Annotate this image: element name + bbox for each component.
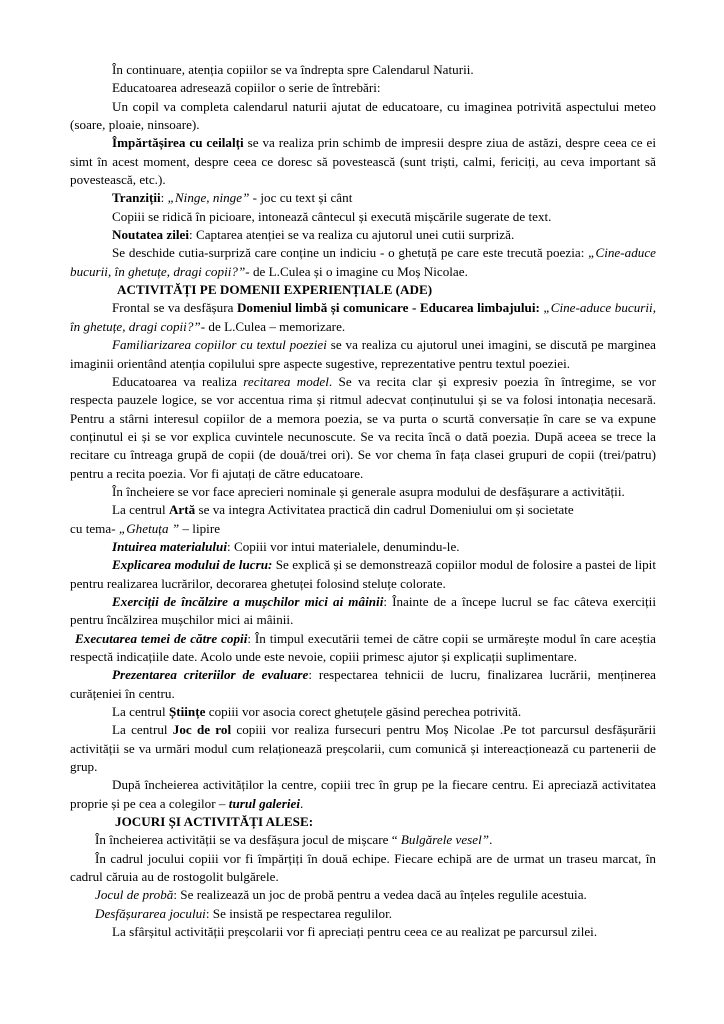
paragraph-text: Copiii se ridică în picioare, intonează cântecul și execută mișcările sugerate de text.	[112, 208, 552, 224]
paragraph-familiarizarea	[70, 336, 656, 373]
lead-bold-italic: Explicarea modului de lucru:	[112, 557, 273, 573]
paragraph-calendar	[70, 61, 656, 79]
paragraph-doua-echipe	[70, 850, 656, 887]
heading-text: ACTIVITĂȚI PE DOMENII EXPERIENȚIALE (ADE)	[117, 282, 433, 298]
paragraph-noutatea-zilei	[70, 226, 656, 244]
center-name-bold: Artă	[168, 502, 196, 518]
paragraph-cu-tema	[70, 520, 656, 538]
paragraph-text: : În timpul executării temei de către copii se urmărește modul în care aceștia respectă indicațiile date. Acolo unde este nevoie, copiii primesc ajutor și explicații suplimentare.	[70, 630, 656, 664]
paragraph-text: : Înainte de a începe lucrul se fac câteva exerciții pentru încălzirea mușchilor mici ai mâinii.	[70, 593, 656, 628]
paragraph-intrebari	[70, 79, 656, 97]
turul-galeriei-bold-italic: turul galeriei	[228, 795, 301, 811]
paragraph-plain: După încheierea activităților la centre, copiii trec în grup pe la fiecare centru. Ei apreciază activitatea proprie și pe cea a colegilor –	[70, 777, 656, 811]
song-title-italic: „Ninge, ninge”	[167, 190, 250, 206]
domain-bold: Domeniul limbă și comunicare - Educarea limbajului:	[236, 300, 540, 316]
heading-text: JOCURI ȘI ACTIVITĂȚI ALESE:	[115, 814, 314, 830]
paragraph-executarea-temei	[70, 630, 656, 667]
paragraph-cutia-surpriza	[70, 244, 656, 281]
paragraph-copii-se-ridica	[70, 208, 656, 226]
paragraph-text: Educatoarea adresează copiilor o serie de întrebări:	[112, 80, 381, 96]
paragraph-desfasurarea-jocului	[70, 905, 656, 923]
paragraph-plain: Frontal se va desfășura	[112, 300, 237, 316]
theme-title-italic: „Ghetuța ”	[118, 520, 180, 536]
paragraph-plain: În încheierea activității se va desfășura jocul de mișcare “	[95, 832, 401, 848]
lead-bold: Tranziții	[112, 190, 161, 206]
paragraph-text: : Captarea atenției se va realiza cu ajutorul unei cutii surpriză.	[189, 227, 515, 243]
paragraph-text: În încheiere se vor face aprecieri nominale și generale asupra modului de desfășurare a activității.	[112, 483, 625, 499]
paragraph-tail: - de L.Culea și o imagine cu Moș Nicolae.	[245, 263, 468, 279]
paragraph-centrul-joc-de-rol	[70, 721, 656, 776]
paragraph-recitarea-model	[70, 373, 656, 483]
paragraph-tail: .	[489, 832, 493, 848]
lead-italic: Desfășurarea jocului	[95, 905, 206, 921]
recitarea-model-italic: recitarea model	[243, 373, 329, 389]
lead-italic: Jocul de probă	[95, 887, 174, 903]
paragraph-text: La sfârșitul activității preșcolarii vor fi apreciați pentru ceea ce au realizat pe parcursul zilei.	[112, 924, 598, 940]
paragraph-text: se va integra Activitatea practică din cadrul Domeniului om și societate	[195, 502, 574, 518]
paragraph-text: : Se insistă pe respectarea regulilor.	[205, 905, 393, 921]
paragraph-text: În cadrul jocului copiii vor fi împărțiți în două echipe. Fiecare echipă are de urmat un traseu marcat, în cadrul căruia au de rostogolit bulgărele.	[70, 850, 656, 885]
lead-bold: Noutatea zilei	[112, 227, 190, 243]
lead-bold-italic: Intuirea materialului	[112, 538, 228, 554]
paragraph-text: : respectarea tehnicii de lucru, finalizarea lucrării, menținerea curățeniei în centru.	[70, 667, 656, 701]
paragraph-jocul-de-proba	[70, 886, 656, 904]
paragraph-plain: cu tema-	[70, 520, 119, 536]
paragraph-centrul-stiinte	[70, 703, 656, 721]
paragraph-frontal	[70, 299, 656, 336]
paragraph-plain: La centrul	[112, 722, 173, 738]
lead-italic: Familiarizarea copiilor cu textul poeziei	[112, 337, 327, 353]
paragraph-text: Un copil va completa calendarul naturii ajutat de educatoare, cu imaginea potrivită aspectului meteo (soare, ploaie, ninsoare).	[70, 98, 656, 133]
paragraph-centrul-arta	[70, 501, 656, 519]
lead-bold-italic: Executarea temei de către copii	[75, 630, 248, 646]
paragraph-text: copiii vor asocia corect ghetuțele găsind perechea potrivită.	[205, 704, 522, 720]
paragraph-plain: Educatoarea va realiza	[112, 373, 244, 389]
paragraph-text: : Se realizează un joc de probă pentru a vedea dacă au înțeles regulile acestuia.	[173, 887, 587, 903]
heading-activitati-ade	[70, 281, 656, 299]
paragraph-prezentarea-criteriilor	[70, 666, 656, 703]
game-title-italic: Bulgărele vesel”	[400, 832, 490, 848]
paragraph-tranzitii	[70, 189, 656, 207]
paragraph-un-copil	[70, 98, 656, 135]
paragraph-sfarsitul-activitatii	[70, 923, 656, 941]
lead-bold: Împărtășirea cu ceilalți	[112, 135, 244, 151]
heading-jocuri-activitati-alese	[70, 813, 656, 831]
paragraph-tail: .	[300, 795, 304, 811]
paragraph-text: : Copiii vor intui materialele, denumindu-le.	[227, 538, 460, 554]
paragraph-text: Se explică și se demonstrează copiilor modul de folosire a pastei de lipit pentru realizarea lucrărilor, decorarea ghetuței folosind steluțe colorate.	[70, 557, 656, 591]
paragraph-text: se va realiza prin schimb de impresii despre ziua de astăzi, despre ceea ce ei simt în acest moment, despre ceea ce doresc să povestească (sunt triști, calmi, fericiți, au ceva important să povestească, etc.).	[70, 135, 656, 188]
paragraph-turul-galeriei	[70, 776, 656, 813]
paragraph-text: se va realiza cu ajutorul unei imagini, se discută pe marginea imaginii orientând atenția copilului spre aspecte sugestive, reprezentative pentru textul poeziei.	[70, 337, 656, 371]
paragraph-intuirea-materialului	[70, 538, 656, 556]
center-name-bold: Joc de rol	[172, 722, 232, 738]
document-body	[70, 61, 656, 942]
paragraph-incheiere-aprecieri	[70, 483, 656, 501]
paragraph-plain: La centrul	[112, 502, 169, 518]
paragraph-tail: – lipire	[179, 520, 221, 536]
paragraph-bulgarele-vesel	[70, 831, 656, 849]
paragraph-exercitii-incalzire	[70, 593, 656, 630]
paragraph-impartasirea	[70, 134, 656, 189]
paragraph-text: Se deschide cutia-surpriză care conține un indiciu - o ghetuță pe care este trecută poezia:	[112, 245, 585, 261]
center-name-bold: Științe	[168, 704, 206, 720]
paragraph-text: - joc cu text și cânt	[249, 190, 353, 206]
paragraph-tail: - de L.Culea – memorizare.	[200, 318, 346, 334]
paragraph-text: copiii vor realiza fursecuri pentru Moș Nicolae .Pe tot parcursul desfășurării activității se va urmări modul cum relaționează preșcolarii, cum comunică și intereacționează cu partenerii de grup.	[70, 722, 656, 775]
lead-bold-italic: Prezentarea criteriilor de evaluare	[112, 667, 309, 683]
paragraph-text: . Se va recita clar și expresiv poezia în întregime, se vor respecta pauzele logice, se vor accentua rima și ritmul adecvat conținutului și se va folosi intonația necesară. Pentru a stârni interesul copiilor de a memora poezia, se va purta o scurtă conversație în care se va expune conținutul ei și se vor explica cuvintele necunoscute. Se va recita încă o dată poezia. După aceea se trece la recitare cu întreaga grupă de copii (de două/trei ori). Se vor chema în fața clasei grupuri de copii (trei/patru) pentru a recita poezia. Vor fi ajutați de către educatoare.	[70, 373, 656, 481]
lead-bold-italic: Exerciții de încălzire a mușchilor mici ai mâinii	[112, 593, 384, 609]
poem-title-italic: „Cine-aduce bucurii, în ghetuțe, dragi copii?”	[70, 300, 657, 334]
paragraph-text: În continuare, atenția copiilor se va îndrepta spre Calendarul Naturii.	[112, 62, 474, 77]
paragraph-explicarea-modului	[70, 556, 656, 593]
paragraph-plain: La centrul	[112, 704, 169, 720]
separator-text: :	[160, 190, 168, 206]
poem-title-italic: „Cine-aduce bucurii, în ghetuțe, dragi copii?”	[70, 245, 657, 279]
